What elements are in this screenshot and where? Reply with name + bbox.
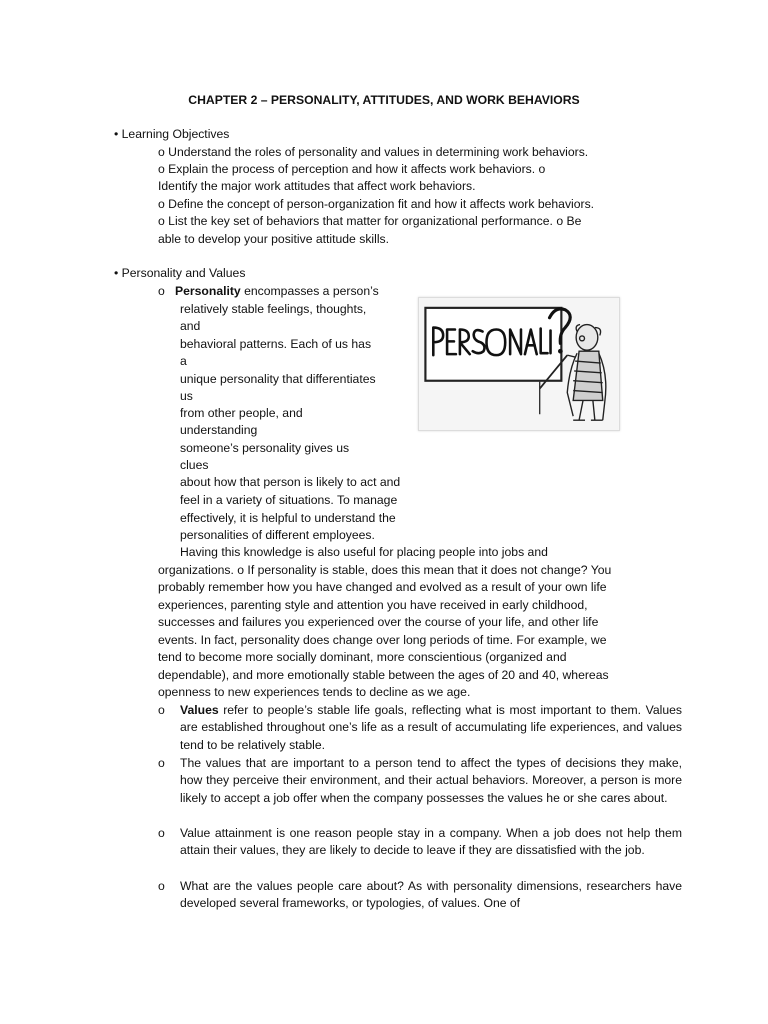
learning-objectives-header: • Learning Objectives	[114, 127, 230, 141]
objective-line: Identify the major work attitudes that affect work behaviors.	[158, 179, 476, 193]
objective-line: o Explain the process of perception and how it affects work behaviors. o	[158, 162, 546, 176]
personality-wrapped-line: clues	[180, 458, 209, 472]
personality-term: Personality	[175, 284, 241, 298]
objective-line: able to develop your positive attitude skills.	[158, 232, 390, 246]
bullet-marker: o	[158, 879, 165, 893]
personality-wrapped-line: feel in a variety of situations. To manage	[180, 493, 398, 507]
personality-paragraph-line: openness to new experiences tends to decline as we age.	[158, 685, 471, 699]
cartoon-illustration	[419, 298, 619, 430]
personality-paragraph-line: organizations. o If personality is stable, does this mean that it does not change? You	[158, 563, 612, 577]
values-bullet-4: What are the values people care about? As with personality dimensions, researchers have developed several frameworks, or typologies, of values. One of	[180, 879, 682, 911]
values-bullet-2: The values that are important to a person tend to affect the types of decisions they make, how they perceive their environment, and their actual behaviors. Moreover, a person is more likely to accept a job offer when the company possesses the values he or she cares about.	[180, 756, 682, 805]
personality-wrapped-line: personalities of different employees.	[180, 528, 375, 542]
personality-wrapped-line: behavioral patterns. Each of us has	[180, 337, 372, 351]
objective-line: o Understand the roles of personality and values in determining work behaviors.	[158, 145, 589, 159]
personality-wrapped-line: unique personality that differentiates	[180, 372, 376, 386]
personality-paragraph-line: dependable), and more emotionally stable between the ages of 20 and 40, whereas	[158, 668, 609, 682]
values-bullet-1	[180, 702, 682, 754]
personality-paragraph-line: events. In fact, personality does change over long periods of time. For example, we	[158, 633, 607, 647]
personality-wrapped-line: a	[180, 354, 187, 368]
chapter-title: CHAPTER 2 – PERSONALITY, ATTITUDES, AND WORK BEHAVIORS	[188, 93, 580, 107]
bullet-marker: o	[158, 284, 165, 298]
personality-paragraph-line: experiences, parenting style and attention you have received in early childhood,	[158, 598, 588, 612]
personality-cartoon-image	[418, 297, 620, 431]
values-b1-text: refer to people’s stable life goals, reflecting what is most important to them. Values are established throughout one’s life as a result of accumulating life experiences, and values tend to be relatively stable.	[180, 703, 682, 752]
bullet-marker: o	[158, 756, 165, 770]
personality-wrapped-line: us	[180, 389, 193, 403]
bullet-marker: o	[158, 703, 165, 717]
objective-line: o List the key set of behaviors that matter for organizational performance. o Be	[158, 214, 582, 228]
objective-line: o Define the concept of person-organization fit and how it affects work behaviors.	[158, 197, 595, 211]
personality-wrapped-line: about how that person is likely to act and	[180, 475, 401, 489]
values-term: Values	[180, 703, 219, 717]
personality-paragraph-line: tend to become more socially dominant, more conscientious (organized and	[158, 650, 567, 664]
personality-first-line	[175, 283, 379, 300]
values-bullet-3: Value attainment is one reason people stay in a company. When a job does not help them attain their values, they are likely to decide to leave if they are dissatisfied with the job.	[180, 826, 682, 858]
personality-wrapped-line: from other people, and	[180, 406, 303, 420]
personality-wrapped-line: relatively stable feelings, thoughts,	[180, 302, 367, 316]
personality-first-rest: encompasses a person’s	[240, 284, 379, 298]
personality-wrapped-line: effectively, it is helpful to understand the	[180, 511, 396, 525]
personality-wrapped-line: and	[180, 319, 201, 333]
personality-wrapped-line: Having this knowledge is also useful for placing people into jobs and	[180, 545, 548, 559]
personality-wrapped-line: understanding	[180, 423, 258, 437]
personality-values-header: • Personality and Values	[114, 266, 246, 280]
personality-wrapped-line: someone’s personality gives us	[180, 441, 350, 455]
personality-paragraph-line: successes and failures you experienced over the course of your life, and other life	[158, 615, 599, 629]
bullet-marker: o	[158, 826, 165, 840]
personality-paragraph-line: probably remember how you have changed and evolved as a result of your own life	[158, 580, 607, 594]
